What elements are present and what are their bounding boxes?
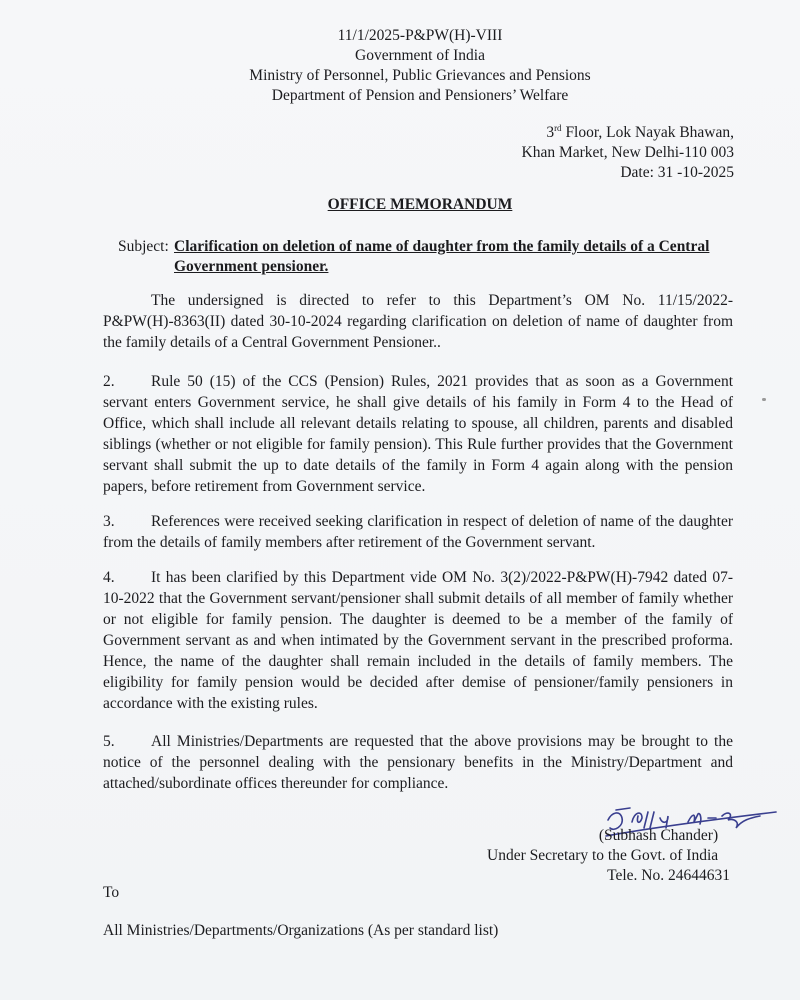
paragraph-number: 3. [103, 513, 115, 530]
signature-block [487, 826, 730, 886]
paragraph-5 [103, 731, 733, 794]
paragraph-text: The undersigned is directed to refer to this Department’s OM No. 11/15/2022-P&PW(H)-8363(II) dated 30-10-2024 regarding clarification on deletion of name of daughter from the family details of a Central Government Pensioner.. [103, 292, 733, 351]
department-name: Department of Pension and Pensioners’ Welfare [271, 87, 569, 104]
paragraph-3 [103, 511, 733, 553]
paragraph-text: Rule 50 (15) of the CCS (Pension) Rules, 2021 provides that as soon as a Government servant enters Government service, he shall give details of his family in Form 4 to the Head of Office, which shall include all relevant details relating to spouse, all children, parents and disabled siblings (whether or not eligible for family pension). This Rule further provides that the Government servant shall submit the up to date details of the family in Form 4 again along with the pension papers, before retirement from Government service. [103, 373, 733, 495]
paragraph-text: All Ministries/Departments are requested that the above provisions may be brought to the notice of the personnel dealing with the pensionary benefits in the Ministry/Department and attached/subordinate offices thereunder for compliance. [103, 733, 733, 792]
address-line-2: Khan Market, New Delhi-110 003 [521, 144, 734, 161]
government-name: Government of India [355, 47, 485, 64]
office-address [522, 118, 735, 183]
recipients-list: All Ministries/Departments/Organizations (As per standard list) [103, 922, 499, 939]
floor-suffix: rd [554, 123, 562, 133]
paragraph-1 [103, 290, 733, 353]
to-label: To [103, 884, 120, 901]
paragraph-text: It has been clarified by this Department vide OM No. 3(2)/2022-P&PW(H)-7942 dated 07-10-2022 that the Government servant/pensioner shall submit details of all member of family whether or not eligible for family pension. The daughter is deemed to be a member of the family of Government servant as and when intimated by the Government servant in the prescribed proforma. Hence, the name of the daughter shall remain included in the details of family members. The eligibility for family pension would be decided after demise of pensioner/family pensioners in accordance with the existing rules. [103, 569, 733, 712]
signatory-telephone: Tele. No. 24644631 [607, 867, 730, 884]
paragraph-text: References were received seeking clarification in respect of deletion of name of the daughter from the details of family members after retirement of the Government servant. [103, 513, 733, 551]
address-line-1 [522, 118, 735, 143]
memo-title: OFFICE MEMORANDUM [327, 196, 513, 213]
signatory-designation: Under Secretary to the Govt. of India [487, 847, 719, 864]
ministry-name: Ministry of Personnel, Public Grievances and Pensions [249, 67, 591, 84]
paragraph-number: 2. [103, 373, 115, 390]
memo-date: Date: 31 -10-2025 [620, 164, 734, 181]
address-line-1-text: Floor, Lok Nayak Bhawan, [561, 124, 734, 141]
paragraph-number: 5. [103, 733, 115, 750]
scan-speck [762, 398, 766, 401]
signatory-name: (Subhash Chander) [598, 827, 719, 844]
letterhead [0, 26, 800, 106]
subject-label: Subject: [118, 238, 169, 255]
paragraph-2 [103, 371, 733, 497]
subject-line [118, 237, 738, 277]
paragraph-number: 4. [103, 569, 115, 586]
file-number: 11/1/2025-P&PW(H)-VIII [337, 27, 503, 44]
floor-number: 3 [546, 124, 555, 141]
subject-text: Clarification on deletion of name of daughter from the family details of a Central Government pensioner. [174, 238, 710, 275]
paragraph-4 [103, 567, 733, 714]
